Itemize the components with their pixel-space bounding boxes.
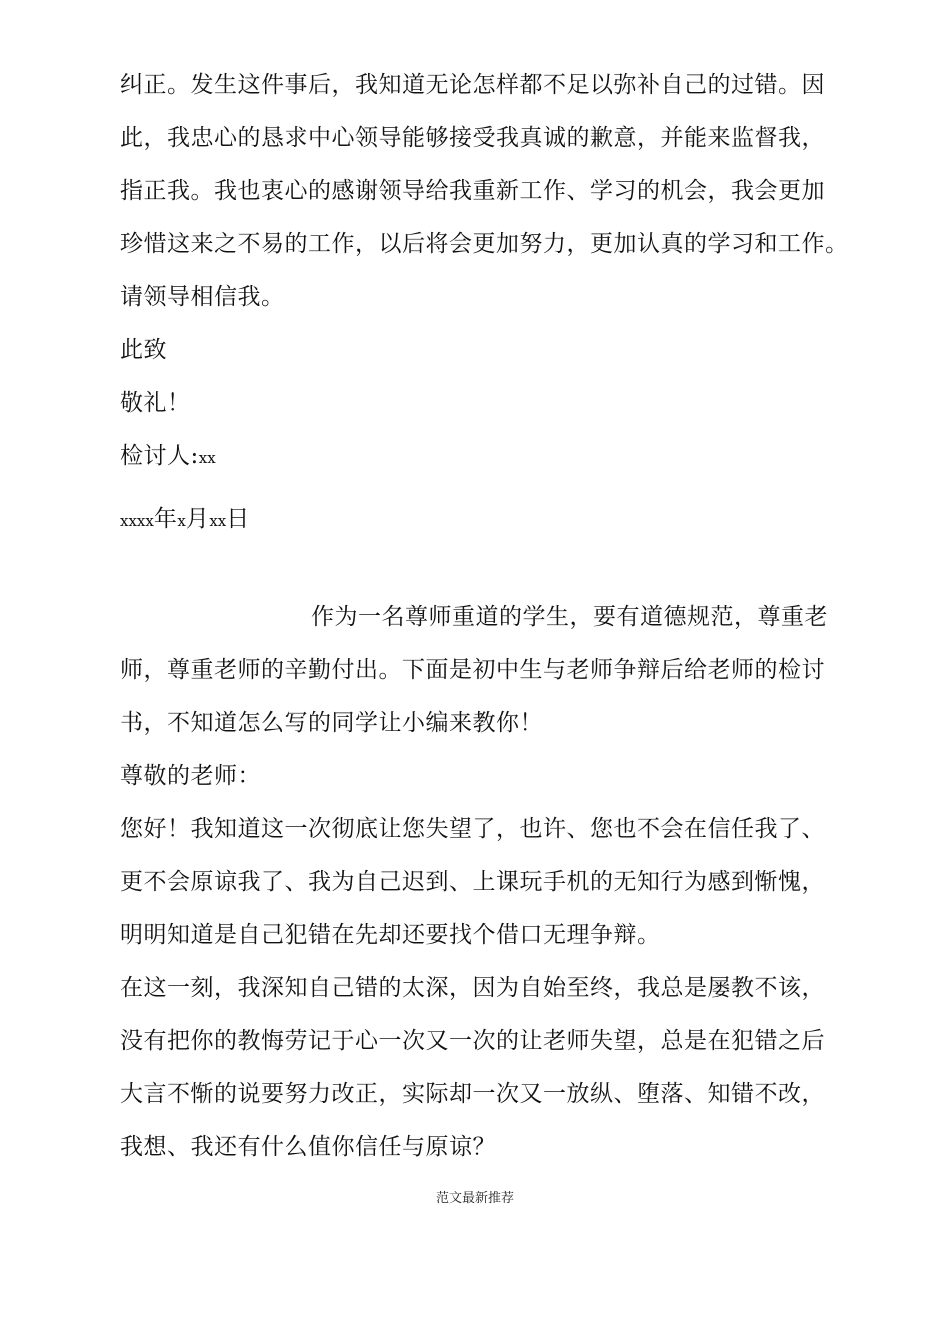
date-line: [120, 504, 250, 536]
intro-line: 师，尊重老师的辛勤付出。下面是初中生与老师争辩后给老师的检讨: [120, 657, 825, 683]
paragraph-line: 珍惜这来之不易的工作，以后将会更加努力，更加认真的学习和工作。: [120, 231, 849, 257]
closing-line: 此致: [120, 337, 167, 363]
date-day-unit: 日: [226, 506, 250, 532]
salutation: 尊敬的老师：: [120, 763, 261, 789]
paragraph-line: 此，我忠心的恳求中心领导能够接受我真诚的歉意，并能来监督我，: [120, 125, 825, 151]
paragraph-line: 更不会原谅我了、我为自己迟到、上课玩手机的无知行为感到惭愧，: [120, 869, 825, 895]
paragraph-line: 指正我。我也衷心的感谢领导给我重新工作、学习的机会，我会更加: [120, 178, 825, 204]
date-month: x: [177, 512, 186, 530]
page-footer: 范文最新推荐: [435, 1191, 514, 1206]
date-day: xx: [209, 512, 227, 530]
paragraph-line: 我想、我还有什么值你信任与原谅？: [120, 1134, 496, 1160]
paragraph-line: 没有把你的教悔劳记于心一次又一次的让老师失望，总是在犯错之后: [120, 1028, 825, 1054]
paragraph-line: 请领导相信我。: [120, 284, 285, 310]
signature-label: 检讨人:: [120, 443, 199, 469]
paragraph-line: 大言不惭的说要努力改正，实际却一次又一放纵、堕落、知错不改，: [120, 1081, 825, 1107]
paragraph-line: 明明知道是自己犯错在先却还要找个借口无理争辩。: [120, 922, 661, 948]
intro-line: 书，不知道怎么写的同学让小编来教你！: [120, 710, 543, 736]
signature-line: [120, 441, 216, 473]
closing-salute: 敬礼！: [120, 390, 191, 416]
date-year-unit: 年: [153, 506, 178, 532]
paragraph-line: 在这一刻，我深知自己错的太深，因为自始至终，我总是屡教不该，: [120, 975, 825, 1001]
intro-line: 作为一名尊师重道的学生，要有道德规范，尊重老: [311, 604, 828, 630]
date-year: xxxx: [120, 512, 154, 530]
date-month-unit: 月: [185, 506, 210, 532]
signature-name: xx: [198, 449, 216, 467]
paragraph-line: 纠正。发生这件事后，我知道无论怎样都不足以弥补自己的过错。因: [120, 72, 825, 98]
paragraph-line: 您好！我知道这一次彻底让您失望了，也许、您也不会在信任我了、: [120, 816, 825, 842]
